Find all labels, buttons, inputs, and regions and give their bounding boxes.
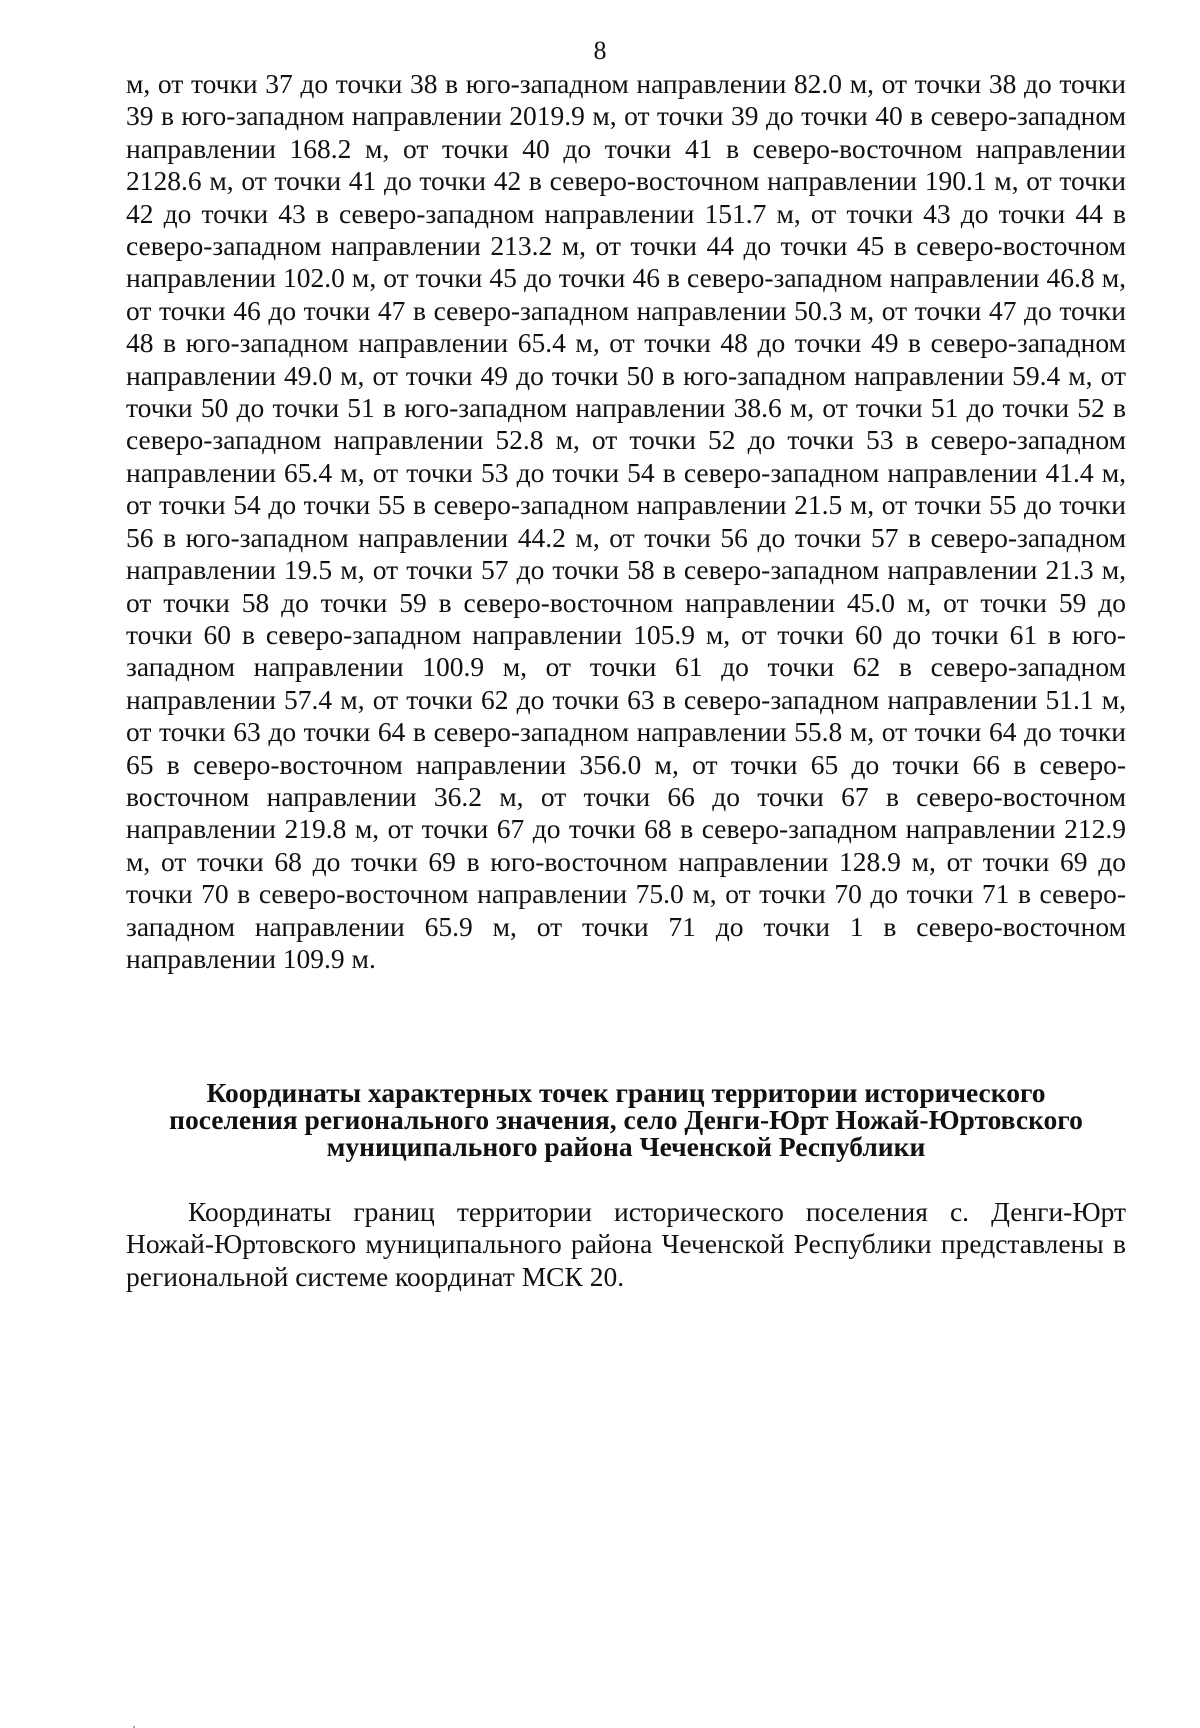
section-title-line-3: муниципального района Чеченской Республики <box>326 1131 926 1162</box>
boundary-description-text: м, от точки 37 до точки 38 в юго-западном направлении 82.0 м, от точки 38 до точки 39 в юго-западном направлении 2019.9 м, от точки 39 до точки 40 в северо-западном направлении 168.2 м, от точки 40 до точки 41 в северо-восточном направлении 2128.6 м, от точки 41 до точки 42 в северо-восточном направлении 190.1 м, от точки 42 до точки 43 в северо-западном направлении 151.7 м, от точки 43 до точки 44 в северо-западном направлении 213.2 м, от точки 44 до точки 45 в северо-восточном направлении 102.0 м, от точки 45 до точки 46 в северо-западном направлении 46.8 м, от точки 46 до точки 47 в северо-западном направлении 50.3 м, от точки 47 до точки 48 в юго-западном направлении 65.4 м, от точки 48 до точки 49 в северо-западном направлении 49.0 м, от точки 49 до точки 50 в юго-западном направлении 59.4 м, от точки 50 до точки 51 в юго-западном направлении 38.6 м, от точки 51 до точки 52 в северо-западном направлении 52.8 м, от точки 52 до точки 53 в северо-западном направлении 65.4 м, от точки 53 до точки 54 в северо-западном направлении 41.4 м, от точки 54 до точки 55 в северо-западном направлении 21.5 м, от точки 55 до точки 56 в юго-западном направлении 44.2 м, от точки 56 до точки 57 в северо-западном направлении 19.5 м, от точки 57 до точки 58 в северо-западном направлении 21.3 м, от точки 58 до точки 59 в северо-восточном направлении 45.0 м, от точки 59 до точки 60 в северо-западном направлении 105.9 м, от точки 60 до точки 61 в юго-западном направлении 100.9 м, от точки 61 до точки 62 в северо-западном направлении 57.4 м, от точки 62 до точки 63 в северо-западном направлении 51.1 м, от точки 63 до точки 64 в северо-западном направлении 55.8 м, от точки 64 до точки 65 в северо-восточном направлении 356.0 м, от точки 65 до точки 66 в северо-восточном направлении 36.2 м, от точки 66 до точки 67 в северо-восточном направлении 219.8 м, от точки 67 до точки 68 в северо-западном направлении 212.9 м, от точки 68 до точки 69 в юго-восточном направлении 128.9 м, от точки 69 до точки 70 в северо-восточном направлении 75.0 м, от точки 70 до точки 71 в северо-западном направлении 65.9 м, от точки 71 до точки 1 в северо-восточном направлении 109.9 м. <box>126 68 1126 974</box>
page-number: 8 <box>593 36 607 65</box>
section-title <box>126 1079 1126 1160</box>
coordinate-system-paragraph: Координаты границ территории исторического поселения с. Денги-Юрт Ножай-Юртовского муниципального района Чеченской Республики представлены в региональной системе координат МСК 20. <box>126 1196 1126 1292</box>
section-title-line-2: поселения регионального значения, село Денги-Юрт Ножай-Юртовского <box>169 1104 1083 1135</box>
section-title-line-1: Координаты характерных точек границ территории исторического <box>206 1077 1046 1108</box>
